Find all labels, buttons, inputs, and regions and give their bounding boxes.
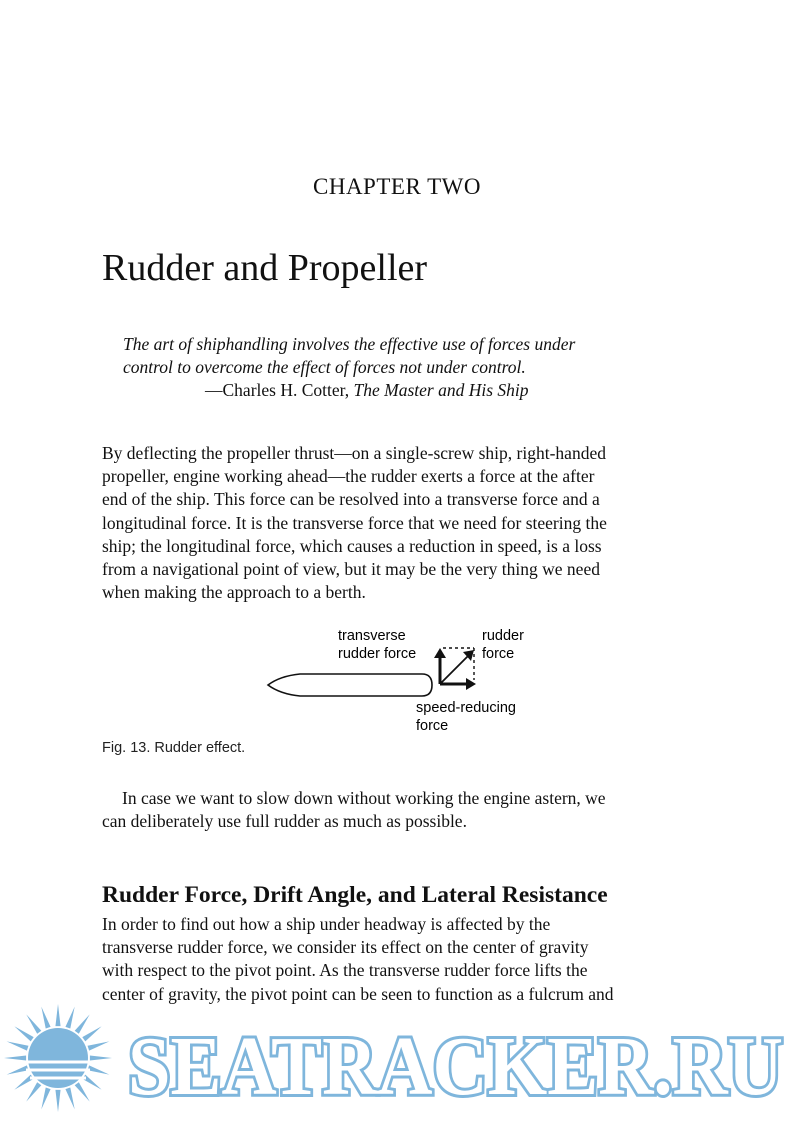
sun-ray [26,1082,41,1101]
sun-ray [90,1055,112,1060]
sun-ray [4,1055,26,1060]
sun-ray [55,1004,60,1026]
rudder-force-arrow [440,654,470,684]
paragraph-line: longitudinal force. It is the transverse force that we need for steering the [102,512,607,533]
sun-logo-icon [4,1004,112,1112]
paragraph-line: with respect to the pivot point. As the transverse rudder force lifts the [102,960,588,981]
sun-ray [65,1007,74,1029]
sun-ray [7,1041,29,1050]
epigraph-attribution [205,379,529,402]
transverse-arrowhead [434,648,446,658]
label-speed-line1: speed-reducing [416,700,516,716]
label-transverse-line2: rudder force [338,646,417,662]
sun-ray [55,1090,60,1112]
sun-ray [75,1082,90,1101]
sun-ray [41,1088,50,1110]
label-transverse-line1: transverse [338,628,406,644]
sun-ray [14,1026,33,1041]
body-paragraph [102,913,692,1006]
paragraph-line: from a navigational point of view, but it may be the very thing we need [102,559,600,580]
label-rudder-line1: rudder [482,628,524,644]
epigraph-line: control to overcome the effect of forces not under control. [123,357,526,377]
paragraph-line: transverse rudder force, we consider its effect on the center of gravity [102,937,589,958]
watermark-text: SEATRACKER.RU [128,1020,783,1113]
attribution-source: The Master and His Ship [353,380,529,400]
paragraph-line: ship; the longitudinal force, which causes a reduction in speed, is a loss [102,535,602,556]
sun-ray [88,1041,110,1050]
paragraph-line: In order to find out how a ship under headway is affected by the [102,914,551,934]
sun-ray [7,1065,29,1074]
body-paragraph [102,442,692,604]
paragraph-line: In case we want to slow down without working the engine astern, we [122,788,606,808]
sun-ray [65,1088,74,1110]
section-heading: Rudder Force, Drift Angle, and Lateral Resistance [102,882,608,908]
rudder-effect-figure [260,628,560,738]
ship-hull [268,674,432,696]
paragraph-line: can deliberately use full rudder as much as possible. [102,811,467,832]
epigraph-line: The art of shiphandling involves the effective use of forces under [123,334,576,354]
sun-ray [41,1007,50,1029]
chapter-label: CHAPTER TWO [313,174,481,199]
paragraph-line: center of gravity, the pivot point can be seen to function as a fulcrum and [102,983,614,1004]
chapter-title: Rudder and Propeller [102,247,428,289]
sun-ray [75,1014,90,1033]
paragraph-line: end of the ship. This force can be resolved into a transverse force and a [102,489,600,510]
paragraph-line: By deflecting the propeller thrust—on a single-screw ship, right-handed [102,443,606,463]
body-paragraph [102,787,692,833]
sun-ray [26,1014,41,1033]
paragraph-line: propeller, engine working ahead—the rudder exerts a force at the after [102,466,595,487]
attribution-author: —Charles H. Cotter, [205,380,354,400]
watermark [0,1002,794,1114]
paragraph-line: when making the approach to a berth. [102,582,366,603]
label-rudder-line2: force [482,646,515,662]
sun-ray [82,1026,101,1041]
label-speed-line2: force [416,718,449,734]
sun-ray [88,1065,110,1074]
figure-caption: Fig. 13. Rudder effect. [102,740,246,756]
